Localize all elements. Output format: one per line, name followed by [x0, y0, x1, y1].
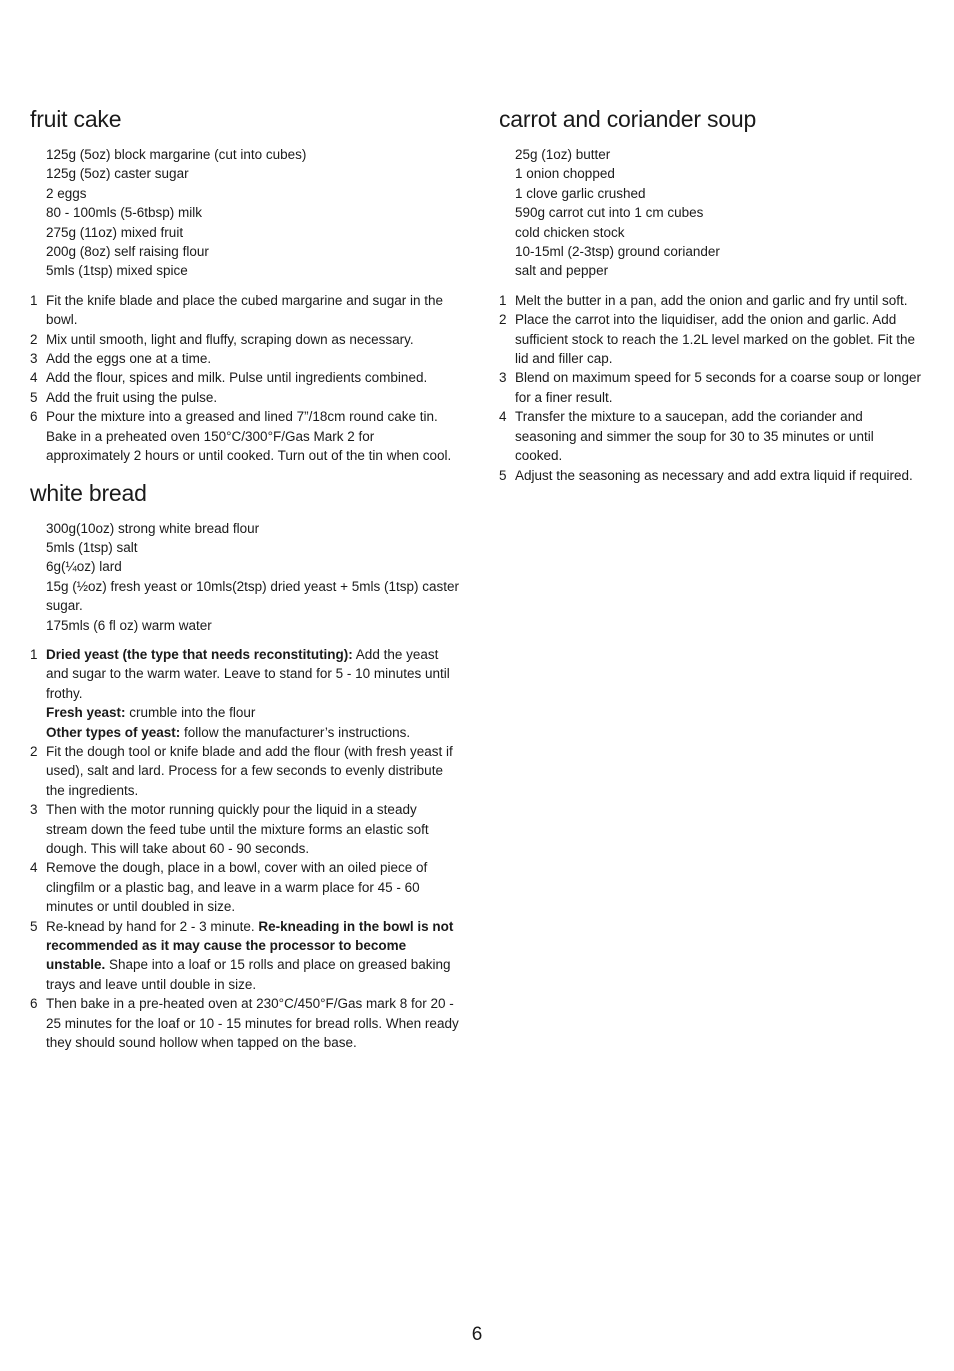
- step: [30, 800, 460, 858]
- fruit-cake-title: fruit cake: [30, 106, 122, 132]
- step: [30, 330, 460, 349]
- step-text: Melt the butter in a pan, add the onion and garlic and fry until soft.: [515, 292, 908, 308]
- step-text: Fit the dough tool or knife blade and add the flour (with fresh yeast if used), salt and lard. Process for a few seconds to evenly distribute the ingredients.: [46, 743, 453, 798]
- step-number: 4: [30, 860, 38, 876]
- ingredient: 175mls (6 fl oz) warm water: [46, 617, 212, 633]
- step-number: 6: [30, 996, 38, 1012]
- ingredient: 80 - 100mls (5-6tbsp) milk: [46, 205, 203, 221]
- step: [30, 917, 460, 995]
- step-text: Mix until smooth, light and fluffy, scraping down as necessary.: [46, 331, 414, 347]
- left-column: [30, 106, 460, 1052]
- ingredient: 1 clove garlic crushed: [515, 185, 646, 201]
- step-number: 2: [499, 312, 507, 328]
- ingredient: 1 onion chopped: [515, 166, 615, 182]
- fruit-cake-recipe: [30, 106, 460, 466]
- step: [30, 858, 460, 916]
- step: [30, 407, 460, 465]
- carrot-soup-recipe: [499, 106, 924, 485]
- step: [30, 742, 460, 800]
- warning-text: Re-kneading in the bowl is not recommended as it may cause the processor to become unstable.: [46, 918, 454, 973]
- step: [30, 388, 460, 407]
- step: [499, 466, 924, 485]
- step: [30, 291, 460, 330]
- fruit-cake-steps: [30, 291, 460, 466]
- fruit-cake-ingredients: [46, 145, 460, 281]
- step-number: 1: [30, 646, 38, 662]
- step-number: 4: [499, 409, 507, 425]
- right-column: [499, 106, 924, 485]
- white-bread-recipe: [30, 480, 460, 1053]
- step-text: Adjust the seasoning as necessary and add extra liquid if required.: [515, 467, 913, 483]
- step-text: Place the carrot into the liquidiser, add the onion and garlic. Add sufficient stock to reach the 1.2L level marked on the goblet. Fit the lid and filler cap.: [515, 312, 915, 367]
- fresh-yeast-text: crumble into the flour: [125, 705, 256, 721]
- white-bread-steps: [30, 645, 460, 1053]
- carrot-soup-ingredients: [515, 145, 924, 281]
- ingredient: 590g carrot cut into 1 cm cubes: [515, 205, 704, 221]
- ingredient: 25g (1oz) butter: [515, 147, 611, 162]
- ingredient: 6g(¼oz) lard: [46, 559, 122, 575]
- step-text: Blend on maximum speed for 5 seconds for a coarse soup or longer for a finer result.: [515, 370, 921, 405]
- step-text: Add the fruit using the pulse.: [46, 389, 218, 405]
- step-number: 2: [30, 743, 38, 759]
- step: [30, 645, 460, 742]
- step-text: Re-knead by hand for 2 - 3 minute.: [46, 918, 259, 934]
- step-text: Add the flour, spices and milk. Pulse until ingredients combined.: [46, 370, 428, 386]
- step-text: Then bake in a pre-heated oven at 230°C/450°F/Gas mark 8 for 20 - 25 minutes for the loaf or 10 - 15 minutes for bread rolls. When ready they should sound hollow when tapped on the base.: [46, 996, 459, 1051]
- ingredient: 15g (½oz) fresh yeast or 10mls(2tsp) dried yeast + 5mls (1tsp) caster sugar.: [46, 578, 460, 614]
- step-text: Shape into a loaf or 15 rolls and place on greased baking trays and leave until double in size.: [46, 957, 451, 992]
- step-number: 4: [30, 370, 38, 386]
- ingredient: 125g (5oz) block margarine (cut into cubes): [46, 147, 307, 162]
- step: [30, 349, 460, 368]
- step-text: Add the eggs one at a time.: [46, 351, 212, 367]
- white-bread-ingredients: [46, 519, 460, 635]
- ingredient: cold chicken stock: [515, 224, 625, 240]
- carrot-soup-title: carrot and coriander soup: [499, 106, 757, 132]
- step-number: 1: [499, 292, 507, 308]
- step-number: 5: [30, 389, 38, 405]
- dried-yeast-text: Add the yeast and sugar to the warm water. Leave to stand for 5 - 10 minutes until frothy.: [46, 646, 450, 701]
- step-number: 3: [499, 370, 507, 386]
- step-number: 3: [30, 802, 38, 818]
- ingredient: 275g (11oz) mixed fruit: [46, 224, 184, 240]
- ingredient: 10-15ml (2-3tsp) ground coriander: [515, 244, 720, 260]
- step-number: 5: [499, 467, 507, 483]
- step-text: Then with the motor running quickly pour the liquid in a steady stream down the feed tube until the mixture forms an elastic soft dough. This will take about 60 - 90 seconds.: [46, 802, 429, 856]
- dried-yeast-label: Dried yeast (the type that needs reconstituting):: [46, 646, 353, 662]
- ingredient: 300g(10oz) strong white bread flour: [46, 520, 260, 536]
- step-text: Pour the mixture into a greased and lined 7”/18cm round cake tin. Bake in a preheated oven 150°C/300°F/Gas Mark 2 for approximately 2 hours or until cooked. Turn out of the tin when cool.: [46, 409, 452, 464]
- ingredient: 5mls (1tsp) mixed spice: [46, 263, 188, 279]
- ingredient: 5mls (1tsp) salt: [46, 539, 138, 555]
- white-bread-title: white bread: [30, 479, 147, 506]
- step-number: 1: [30, 292, 38, 308]
- step: [499, 291, 924, 310]
- page-number: 6: [471, 1324, 483, 1345]
- step: [499, 368, 924, 407]
- step: [30, 368, 460, 387]
- step-text: Transfer the mixture to a saucepan, add the coriander and seasoning and simmer the soup for 30 to 35 minutes or until cooked.: [515, 409, 874, 464]
- fresh-yeast-label: Fresh yeast:: [46, 705, 126, 721]
- step-number: 2: [30, 331, 38, 347]
- ingredient: salt and pepper: [515, 263, 609, 279]
- step: [30, 994, 460, 1052]
- step: [499, 310, 924, 368]
- step-number: 3: [30, 351, 38, 367]
- step: [499, 407, 924, 465]
- ingredient: 2 eggs: [46, 185, 87, 201]
- carrot-soup-steps: [499, 291, 924, 485]
- step-text: Fit the knife blade and place the cubed margarine and sugar in the bowl.: [46, 292, 444, 328]
- step-number: 5: [30, 918, 38, 934]
- other-yeast-text: follow the manufacturer’s instructions.: [180, 724, 411, 740]
- ingredient: 125g (5oz) caster sugar: [46, 166, 189, 182]
- other-yeast-label: Other types of yeast:: [46, 724, 181, 740]
- step-number: 6: [30, 409, 38, 425]
- ingredient: 200g (8oz) self raising flour: [46, 244, 209, 260]
- step-text: Remove the dough, place in a bowl, cover with an oiled piece of clingfilm or a plastic bag, and leave in a warm place for 45 - 60 minutes or until doubled in size.: [46, 860, 428, 915]
